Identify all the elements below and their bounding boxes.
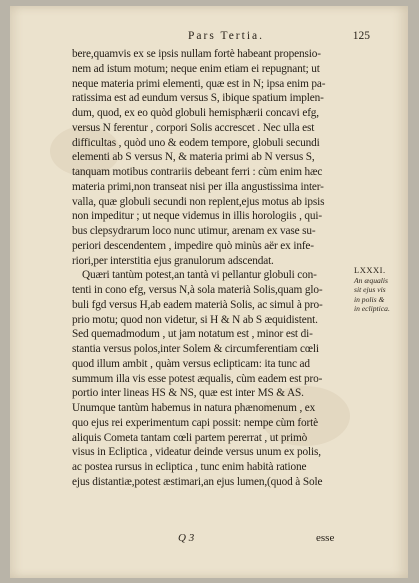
text-line: quo ejus rei experimentum capi possit: nempe cùm fortè — [72, 416, 319, 429]
text-line: tenti in cono efg, versus N,à sola materià Solis,quam glo- — [72, 284, 323, 296]
page-number: 125 — [352, 30, 370, 42]
text-line: Sed quemadmodum , ut jam notatum est , minor est di- — [72, 328, 313, 341]
text-line: portio inter lineas HS & NS, quæ est inter MS & AS. — [72, 387, 304, 400]
text-line: stantia versus polos,inter Solem & circumferentiam cœli — [72, 343, 319, 355]
text-line: tanquam motibus contrariis debeant ferri : cùm enim hæc — [72, 166, 323, 178]
marginal-note-line: sit ejus vis — [354, 285, 386, 295]
text-line: materia primi,non transeat nisi per illa angustissima inter- — [72, 180, 324, 193]
catchword: esse — [316, 532, 335, 544]
text-line: quod illum ambit , quàm versus eclipticam: ita tunc ad — [72, 357, 310, 370]
text-line: difficultas , quòd uno & eodem tempore, globuli secundi — [72, 136, 320, 149]
text-line: nem ad istum motum; neque enim etiam ei repugnant; ut — [72, 62, 320, 75]
book-page — [10, 6, 408, 578]
text-line: ac postea rursus in ecliptica , tunc enim habità ratione — [72, 461, 307, 473]
text-line: elementi ab S versus N, & materia primi ab N versus S, — [72, 151, 315, 164]
text-line: valla, quæ globuli secundi non replent,ejus motus ab ipsis — [72, 195, 325, 208]
marginal-note — [354, 264, 406, 313]
marginal-note-line: in ecliptica. — [354, 303, 390, 313]
text-line: non impeditur ; ut neque videmus in illis horologiis , qui- — [72, 210, 323, 223]
text-line: prio motu; quod non videtur, si H & N ab S æquidistent. — [72, 313, 318, 326]
text-line: versus N ferentur , corpori Solis accrescet . Nec ulla est — [72, 121, 315, 134]
running-head — [70, 30, 370, 46]
text-line: bus clepsydrarum loco nunc utimur, arenam ex vase su- — [72, 225, 316, 237]
text-line: visus in Ecliptica , videatur deinde versus unum ex polis, — [72, 446, 321, 459]
text-line: summum illa vis esse potest æqualis, cùm eadem est pro- — [72, 372, 323, 385]
text-line: bere,quamvis ex se ipsis nullam fortè habeant propensio- — [72, 48, 321, 60]
text-line: periori descendentem , impedire quò minùs aër ex infe- — [72, 239, 314, 252]
text-line: Quæri tantùm potest,an tantà vi pellantur globuli con- — [82, 269, 317, 282]
marginal-note-line: An æqualis — [354, 276, 388, 285]
text-line: ratissima est ad eundum versus S, ibique spatium implen- — [72, 92, 324, 105]
text-line: buli fgd versus H,ab eadem materià Solis, ac simul à pro- — [72, 298, 323, 311]
text-line: neque materia primi elementi, quæ est in N; ipsa enim pa- — [72, 77, 326, 90]
marginal-section-number: LXXXI. — [354, 265, 386, 275]
text-line: dum, quod, ex eo quòd globuli hemisphærii concavi efg, — [72, 107, 319, 119]
text-line: riori,per interstitia ejus granulorum adscendat. — [72, 254, 274, 267]
signature-mark: Q 3 — [178, 532, 195, 544]
running-head-title: Pars Tertia. — [188, 30, 264, 42]
text-line: aliquis Cometa tantam cœli partem pererrat , ut primò — [72, 431, 308, 444]
text-line: ejus distantiæ,potest æstimari,an ejus lumen,(quod à Sole — [72, 475, 323, 488]
text-line: Unumque tantùm habemus in natura phænomenum , ex — [72, 402, 316, 414]
body-text — [72, 47, 347, 490]
marginal-note-line: in polis & — [354, 294, 385, 304]
